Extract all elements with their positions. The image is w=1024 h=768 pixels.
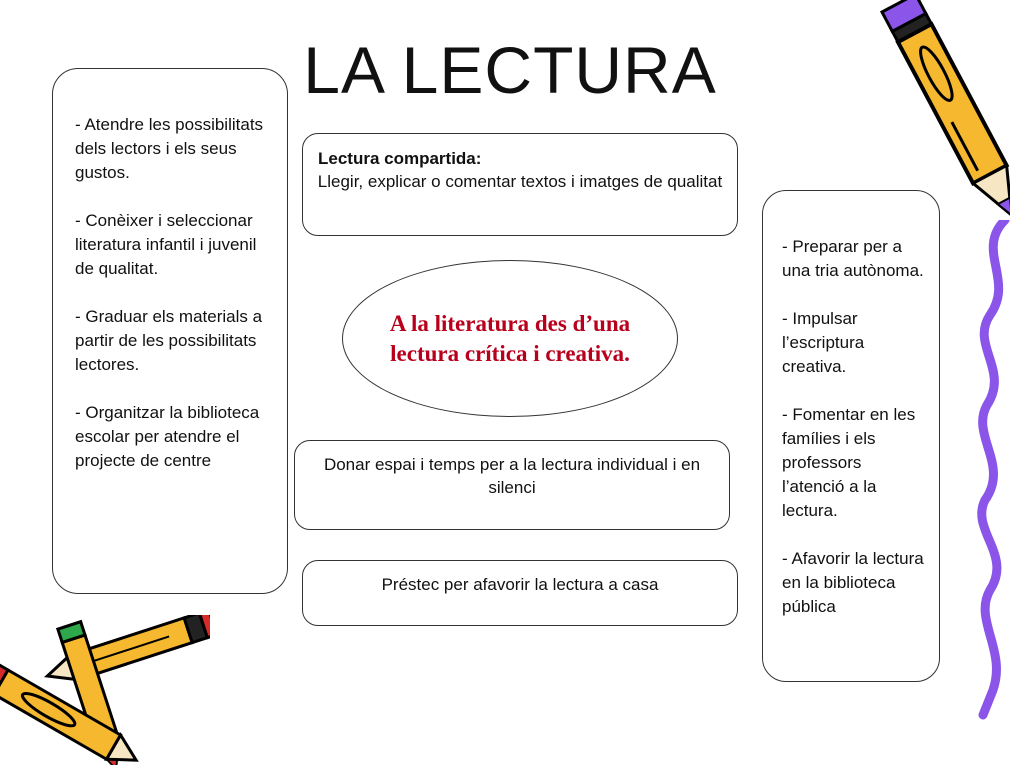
squiggle-decoration-icon [965, 220, 1024, 720]
list-item: - Afavorir la lectura en la biblioteca pública [782, 549, 924, 616]
central-ellipse-text: A la literatura des d’una lectura crítica i creativa. [389, 310, 631, 366]
list-item: - Graduar els materials a partir de les possibilitats lectores. [75, 307, 263, 374]
individual-reading-box [294, 440, 730, 530]
left-objectives-box [52, 68, 288, 594]
crossed-pencils-icon [0, 615, 210, 765]
central-ellipse [342, 260, 678, 417]
shared-reading-heading: Lectura compartida: [318, 149, 482, 168]
right-objectives-box [762, 190, 940, 682]
list-item: - Preparar per a una tria autònoma. [782, 237, 924, 280]
list-item: - Organitzar la biblioteca escolar per atendre el projecte de centre [75, 403, 260, 470]
home-loan-box [302, 560, 738, 626]
list-item: - Impulsar l’escriptura creativa. [782, 309, 865, 376]
shared-reading-text: Llegir, explicar o comentar textos i imatges de qualitat [317, 172, 723, 191]
list-item: - Atendre les possibilitats dels lectors i els seus gustos. [75, 115, 264, 182]
home-loan-text: Préstec per afavorir la lectura a casa [381, 575, 659, 594]
pencil-icon [860, 0, 1010, 245]
page-title: LA LECTURA [303, 33, 717, 107]
list-item: - Conèixer i seleccionar literatura infantil i juvenil de qualitat. [75, 211, 257, 278]
individual-reading-text: Donar espai i temps per a la lectura individual i en silenci [323, 455, 701, 497]
list-item: - Fomentar en les famílies i els professors l’atenció a la lectura. [782, 405, 916, 520]
shared-reading-box [302, 133, 738, 236]
